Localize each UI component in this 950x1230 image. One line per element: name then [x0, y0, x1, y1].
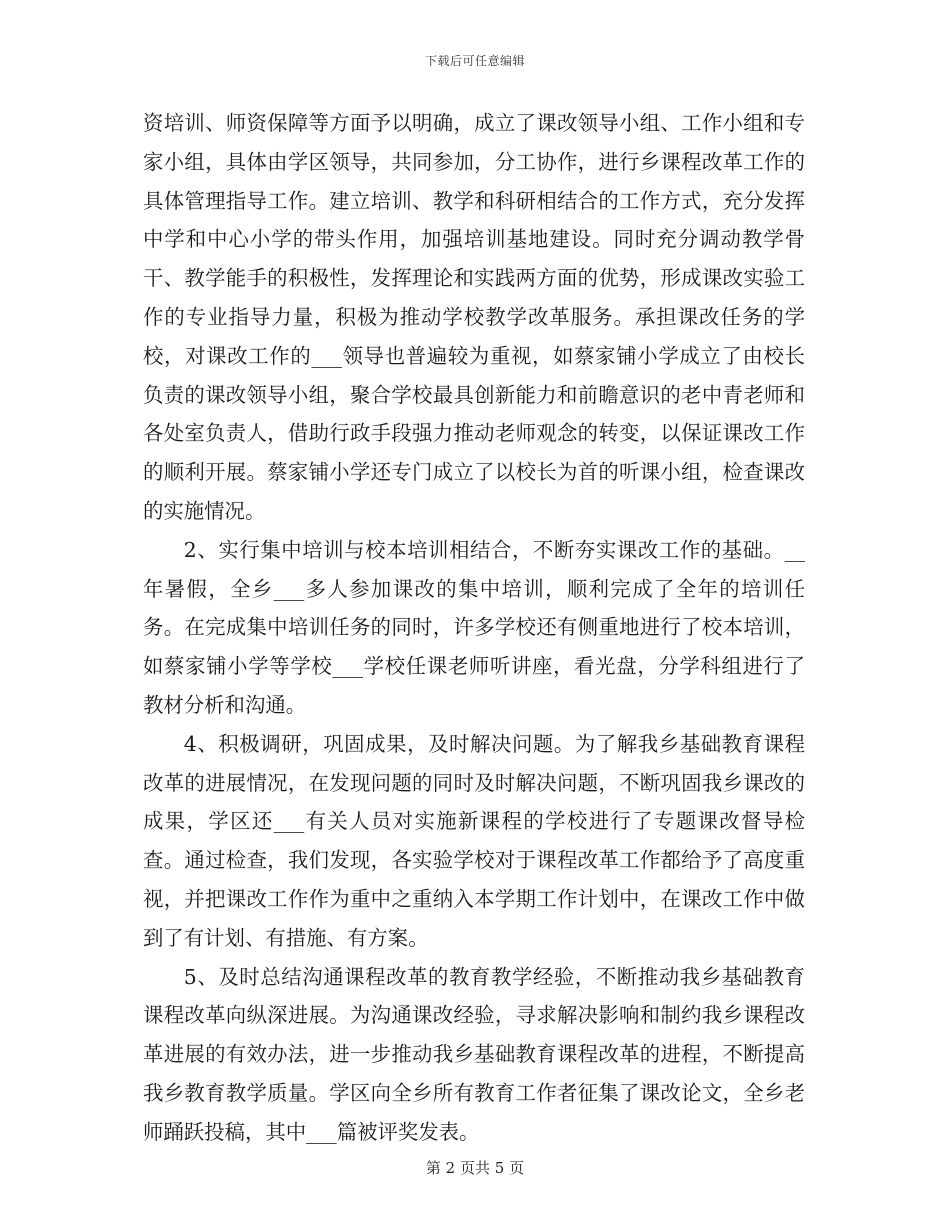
- paragraph-item-2: 2、实行集中培训与校本培训相结合，不断夯实课改工作的基础。__年暑假，全乡___多人参加课改的集中培训，顺利完成了全年的培训任务。在完成集中培训任务的同时，许多学校还有侧重地进行了校本培训，如蔡家铺小学等学校___学校任课老师听讲座，看光盘，分学科组进行了教材分析和沟通。: [143, 537, 805, 717]
- page-number: 第 2 页共 5 页: [425, 1159, 525, 1177]
- page-header: 下载后可任意编辑: [424, 54, 525, 68]
- paragraph-item-4: 4、积极调研，巩固成果，及时解决问题。为了解我乡基础教育课程改革的进展情况，在发现问题的同时及时解决问题，不断巩固我乡课改的成果，学区还___有关人员对实施新课程的学校进行了专题课改督导检查。通过检查，我们发现，各实验学校对于课程改革工作都给予了高度重视，并把课改工作作为重中之重纳入本学期工作计划中，在课改工作中做到了有计划、有措施、有方案。: [143, 731, 805, 950]
- document-body: [143, 104, 805, 1152]
- paragraph-continued: 资培训、师资保障等方面予以明确，成立了课改领导小组、工作小组和专家小组，具体由学区领导，共同参加，分工协作，进行乡课程改革工作的具体管理指导工作。建立培训、教学和科研相结合的工作方式，充分发挥中学和中心小学的带头作用，加强培训基地建设。同时充分调动教学骨干、教学能手的积极性，发挥理论和实践两方面的优势，形成课改实验工作的专业指导力量，积极为推动学校教学改革服务。承担课改任务的学校，对课改工作的___领导也普遍较为重视，如蔡家铺小学成立了由校长负责的课改领导小组，聚合学校最具创新能力和前瞻意识的老中青老师和各处室负责人，借助行政手段强力推动老师观念的转变，以保证课改工作的顺利开展。蔡家铺小学还专门成立了以校长为首的听课小组，检查课改的实施情况。: [143, 111, 805, 523]
- paragraph-item-5: 5、及时总结沟通课程改革的教育教学经验，不断推动我乡基础教育课程改革向纵深进展。为沟通课改经验，寻求解决影响和制约我乡课程改革进展的有效办法，进一步推动我乡基础教育课程改革的进程，不断提高我乡教育教学质量。学区向全乡所有教育工作者征集了课改论文，全乡老师踊跃投稿，其中___篇被评奖发表。: [143, 964, 805, 1144]
